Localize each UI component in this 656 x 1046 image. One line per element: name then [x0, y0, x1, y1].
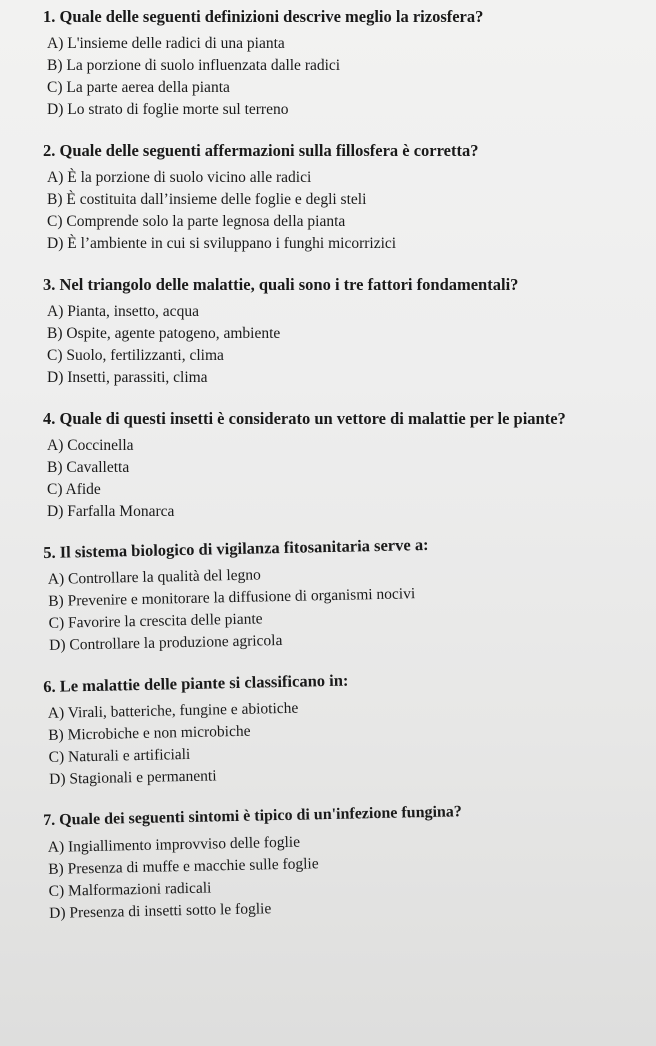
question-5-option-a: A) Controllare la qualità del legno — [47, 566, 261, 588]
question-5-option-c: C) Favorire la crescita delle piante — [48, 610, 263, 632]
question-6-option-d: D) Stagionali e permanenti — [48, 767, 217, 788]
question-7-option-d: D) Presenza di insetti sotto le foglie — [48, 900, 272, 922]
question-4-option-d: D) Farfalla Monarca — [47, 503, 175, 520]
question-5-option-d: D) Controllare la produzione agricola — [48, 632, 283, 654]
question-6 — [43, 663, 644, 791]
question-2-option-c: C) Comprende solo la parte legnosa della pianta — [47, 213, 346, 230]
question-2 — [43, 140, 642, 255]
question-4-title: 4. Quale di questi insetti è considerato un vettore di malattie per le piante? — [43, 409, 566, 428]
question-2-option-d: D) È l’ambiente in cui si sviluppano i funghi micorrizici — [47, 235, 397, 252]
question-5-title: 5. Il sistema biologico di vigilanza fitosanitaria serve a: — [43, 534, 429, 562]
question-1-option-b: B) La porzione di suolo influenzata dalle radici — [47, 57, 341, 74]
question-3-option-b: B) Ospite, agente patogeno, ambiente — [47, 325, 281, 342]
question-3-option-d: D) Insetti, parassiti, clima — [47, 369, 208, 386]
question-7-option-c: C) Malformazioni radicali — [48, 879, 212, 900]
question-2-title: 2. Quale delle seguenti affermazioni sulla fillosfera è corretta? — [43, 141, 479, 160]
question-7-title: 7. Quale dei seguenti sintomi è tipico di un'infezione fungina? — [43, 803, 463, 829]
question-4-option-a: A) Coccinella — [47, 437, 134, 454]
question-7-option-b: B) Presenza di muffe e macchie sulle foglie — [48, 855, 319, 878]
question-1-title: 1. Quale delle seguenti definizioni descrive meglio la rizosfera? — [43, 7, 484, 26]
question-3-option-a: A) Pianta, insetto, acqua — [47, 303, 199, 320]
question-7 — [43, 797, 644, 925]
question-7-option-a: A) Ingiallimento improvviso delle foglie — [47, 833, 301, 856]
question-2-option-a: A) È la porzione di suolo vicino alle radici — [47, 169, 312, 186]
question-4-option-c: C) Afide — [47, 481, 101, 498]
question-5 — [43, 529, 644, 657]
question-6-option-c: C) Naturali e artificiali — [48, 745, 191, 766]
question-2-option-b: B) È costituita dall’insieme delle foglie e degli steli — [47, 191, 367, 208]
question-6-option-b: B) Microbiche e non microbiche — [48, 722, 251, 744]
question-3-title: 3. Nel triangolo delle malattie, quali sono i tre fattori fondamentali? — [43, 275, 519, 294]
question-5-option-b: B) Prevenire e monitorare la diffusione di organismi nocivi — [48, 585, 416, 610]
question-3 — [43, 274, 642, 389]
question-1-option-c: C) La parte aerea della pianta — [47, 79, 230, 96]
question-1 — [43, 6, 642, 121]
question-3-option-c: C) Suolo, fertilizzanti, clima — [47, 347, 224, 364]
question-1-option-a: A) L'insieme delle radici di una pianta — [47, 35, 285, 52]
question-1-option-d: D) Lo strato di foglie morte sul terreno — [47, 101, 289, 118]
question-4-option-b: B) Cavalletta — [47, 459, 130, 476]
question-6-option-a: A) Virali, batteriche, fungine e abiotiche — [47, 699, 299, 722]
question-4 — [43, 408, 642, 523]
question-6-title: 6. Le malattie delle piante si classificano in: — [43, 670, 349, 696]
